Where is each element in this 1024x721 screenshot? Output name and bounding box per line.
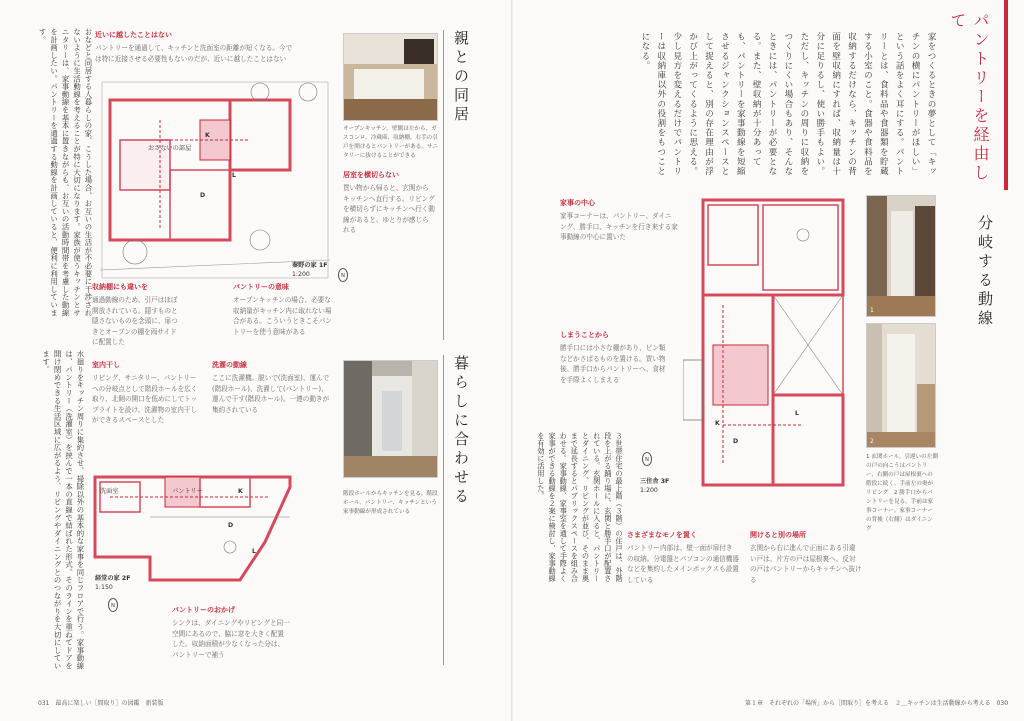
plan1-room-label: おさないの部屋	[148, 145, 192, 152]
floor-plan-kyodo-2f	[90, 462, 310, 582]
annotation-various-things	[627, 530, 739, 585]
photo-number: 2	[870, 438, 874, 445]
north-arrow-icon: N	[338, 268, 348, 282]
right-section-title: パントリーを経由して	[947, 12, 990, 183]
section-title-branching-flow: 分岐する動線	[976, 215, 994, 329]
annotation-laundry-flow	[212, 360, 330, 415]
photo-entrance-hall-image	[867, 196, 936, 317]
plan3-room-label: L	[795, 410, 799, 417]
annotation-body: 勝手口には小さな棚があり、ピン類などかさばるものを置ける。買い物後、勝手口からパントリーへ、食材を手際よくしまえる	[560, 344, 666, 384]
annotation-heading: パントリーの意味	[233, 283, 289, 291]
annotation-body: 家事コーナーは、パントリー、ダイニング、勝手口、キッチンを行き来する家事動線の中心に置いた	[560, 212, 678, 242]
plan2-room-label: L	[252, 548, 256, 555]
section-title-bar	[1004, 0, 1008, 190]
annotation-pantry-meaning	[233, 282, 333, 337]
plan2-name-label	[95, 575, 130, 592]
annotation-heading: 室内干し	[92, 361, 120, 369]
floor-plan-sansumi-3f	[683, 195, 853, 495]
annotation-body: シンクは、ダイニングやリビングと同一空間にあるので、脇に窓を大きく配置した。収納面積が少なくなった分は、パントリーで補う	[172, 619, 290, 659]
annotation-heading: 近いに越したことはない	[95, 31, 172, 39]
section-divider	[443, 355, 444, 665]
left-top-body-text: おなどと同居する人暮らしの家、こうした場合、お互いの生活が不必要に干渉されないように生活動線を考えることが特に大切になります。家族が使うキッチンとサニタリーは、家事動線を基本に置きながらも、お互いの活動時間帯を考慮した動線を計画したい。パントリーを通過する動線を計画していると、便利に利用しています。	[38, 28, 93, 317]
photo-stair-hall	[343, 360, 438, 478]
annotation-thanks-to-pantry	[172, 605, 290, 660]
plan3-scale: 1:200	[640, 486, 658, 494]
plan2-room-label: パントリー	[172, 488, 203, 495]
annotation-body: パントリーを通過して、キッチンと洗面室の距離が短くなる。今では特に近接させる必要性もないのだが、近いに越したことはない	[95, 44, 293, 63]
right-mid-body-text: ３世帯住宅の最上階（３階）の住戸は、外階段を上がる踊り場に、玄関と勝手口が配置されている。玄関ホールに入ると、パントリーとダイニング、リビングが並び、そのまま奥まで延長するとパブリックスペースを組み合わせる。家事動線、家事室を通して手際よく家事ができる動線を２案に検討し、家事動線を有効に活用した。	[536, 432, 624, 582]
photos-caption: 1 玄関ホール。引違いの左側の戸の向こうはパントリー、右側の戸は屋根裏への階段に続く。手前左の奥がリビング 2 勝手口からパントリーを見る。手前は家事コーナー。家事コーナーの背後（右側）はダイニング	[866, 454, 938, 532]
section-title-live-with-parents: 親との同居	[452, 30, 470, 125]
annotation-open-to-another	[750, 530, 862, 585]
plan1-name-label	[292, 262, 327, 279]
annotation-store-things	[560, 330, 672, 385]
plan3-name: 三住舎 3F	[640, 478, 670, 485]
annotation-not-cross	[343, 170, 435, 236]
photo-entrance-hall	[866, 195, 936, 317]
annotation-body: 通過動線のため、引戸はほぼ開放されている。隠すものと隠さないものを念頭に、扉つきとオープンの棚を両サイドに配置した	[92, 296, 178, 347]
plan2-name: 経堂の家 2F	[95, 575, 131, 582]
plan2-room-label: 洗面室	[100, 488, 119, 495]
north-arrow-icon: N	[642, 452, 652, 466]
photo-stair-hall-caption: 階段ホールからキッチンを見る。階段ホール、パントリー、キッチンという家事動線が形成されている	[343, 491, 438, 515]
section-title-fit-lifestyle: 暮らしに合わせる	[452, 355, 470, 507]
plan1-room-label: L	[232, 172, 236, 179]
photo-number: 1	[870, 307, 874, 314]
annotation-indoor-drying	[92, 360, 200, 426]
plan1-scale: 1:200	[292, 270, 310, 278]
plan1-room-label: D	[200, 192, 206, 199]
plan2-room-label: K	[238, 488, 243, 495]
annotation-body: 玄関から右に進んで正面にある引違い戸は、片方の戸は屋根裏へ、反対の戸はパントリーからキッチンへ抜ける	[750, 544, 862, 584]
plan1-room-label: K	[205, 132, 210, 139]
annotation-heading: さまざまなモノを置く	[627, 531, 697, 539]
plan2-scale: 1:150	[95, 583, 113, 591]
north-arrow-icon: N	[108, 598, 118, 612]
floor-plan-hadano-1f	[100, 80, 330, 280]
photo-stair-hall-image	[344, 361, 438, 478]
plan3-room-label: K	[715, 420, 720, 427]
right-page-footer: 第１章 それぞれの「場所」から［間取り］を考える ２＿キッチンは生活動線から考える 030	[745, 700, 1009, 707]
annotation-body: ここに洗濯機。脱いで(洗面室)、運んで(階段ホール)、洗濯して(パントリー)、運んで干す(階段ホール)。一連の動きが集約されている	[212, 374, 330, 414]
annotation-heading: 洗濯の動線	[212, 361, 247, 369]
photo-open-kitchen	[343, 33, 438, 121]
annotation-body: 買い物から帰ると、玄関からキッチンへ直行する。リビングを横切らずにキッチンへ行く動線があると、ゆとりが感じられる	[343, 184, 435, 235]
annotation-heading: 収納棚にも違いを	[92, 283, 148, 291]
annotation-heading: 家事の中心	[560, 199, 595, 207]
annotation-body: リビング、サニタリー、パントリーへの分岐点として階段ホールを広く取り、北側の開口を低めにしてトップライトを設け、洗濯物の室内干しができるスペースとした	[92, 374, 198, 425]
left-bottom-body-text: 水廻りをキッチン周りに集約させ、掃除以外の基本的な家事を同じフロアで行う。家事動線は、パントリー（洗濯室）を挟んで一本の直線で結ばれた形式。そのラインを重ねてドアを開け閉めできる生活区域に広がるよう、リビングやダイニングとのつながりを大切にしています。	[41, 350, 85, 670]
plan3-name-label	[640, 478, 669, 495]
photo-open-kitchen-image	[344, 34, 438, 121]
annotation-heading: 開けると別の場所	[750, 531, 806, 539]
annotation-heading: 居室を横切らない	[343, 171, 399, 179]
annotation-near	[95, 30, 295, 64]
annotation-heading: しまうことから	[560, 331, 609, 339]
annotation-body: パントリー内部は、壁一面が扉付きの収納。分電盤とパソコンの通信機器などを集約したメインボックスも設置している	[627, 544, 739, 584]
photo-open-kitchen-caption: オープンキッチン。壁側は左から、ガスコンロ、冷蔵庫、収納棚。右手の引戸を開けるとパントリーがある。サニタリーに抜けることができる	[343, 126, 438, 159]
right-body-text: 家をつくるときの夢として「キッチンの横にパントリーがほしい」という話をよく耳にする。パントリーとは、食料品や食器類を貯蔵する小室のこと。食器や食料品を収納するだけなら、キッチンの背面を壁収納にすれば、収納量は十分に足りるし、使い勝手もよい。ただし、キッチンの周りに収納をつくりにくい場合もあり、そんなときには、パントリーが必要となる。また、壁収納が十分あっても、パントリーを家事動線を短縮させるジャンクションスペースとして捉えると、別の存在理由が浮かび上がってくるように思える。少し見方を変えるだけでパントリーは収納庫以外の役割をもつことになる。	[639, 32, 936, 176]
plan1-name: 秦野の家 1F	[292, 262, 328, 269]
plan3-room-label: D	[733, 438, 739, 445]
photo-service-door	[866, 323, 936, 448]
photo-service-door-image	[867, 324, 936, 448]
left-page-footer: 031 最高に楽しい［間取り］の図鑑 新装版	[38, 700, 164, 707]
plan2-room-label: D	[228, 522, 234, 529]
annotation-storage	[92, 282, 180, 348]
annotation-housework-center	[560, 198, 678, 243]
annotation-body: オープンキッチンの場合、必要な収納量がキッチン内に取れない場合がある。こういうときこそパントリーを使う意味がある	[233, 296, 332, 336]
annotation-heading: パントリーのおかげ	[172, 606, 235, 614]
section-divider	[443, 30, 444, 340]
book-gutter	[511, 0, 513, 721]
